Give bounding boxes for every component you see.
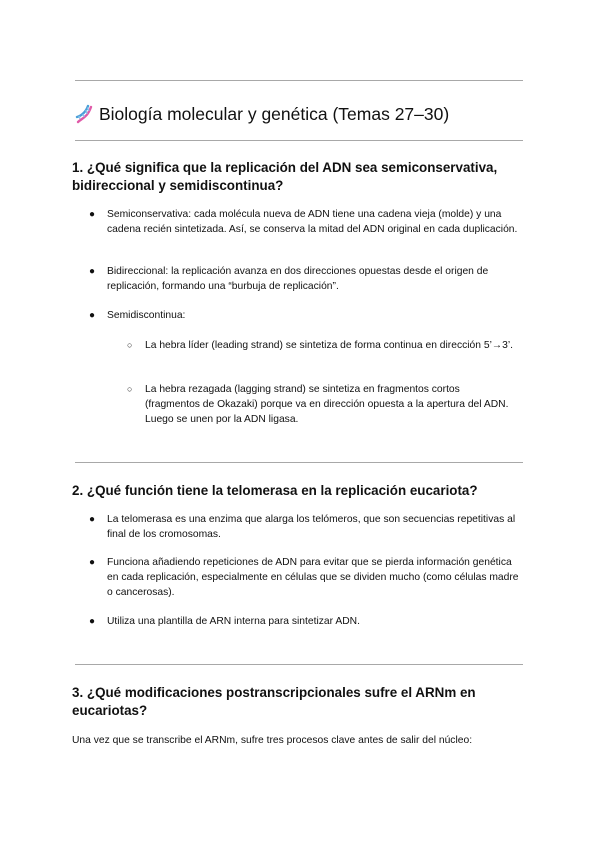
page-title-text: Biología molecular y genética (Temas 27–30) [99,104,450,124]
bullet-dot: ● [89,266,96,277]
bullet-dot: ● [89,209,96,220]
list-item: La telomerasa es una enzima que alarga los telómeros, que son secuencias repetitivas al final de los cromosomas. [107,514,516,540]
list-item: Funciona añadiendo repeticiones de ADN para evitar que se pierda información genética en cada replicación, especialmente en células que se dividen mucho (como células madre o cancerosas). [107,557,519,598]
sub-list-item: La hebra líder (leading strand) se sintetiza de forma continua en dirección 5’→3’. [145,340,514,351]
section-heading: 3. ¿Qué modificaciones postranscripcionales sufre el ARNm en eucariotas? [72,685,476,718]
list-item: Semidiscontinua: [107,310,186,321]
bullet-dot: ● [89,557,96,568]
bullet-dot: ● [89,310,96,321]
bullet-dot: ● [89,616,96,627]
sub-bullet-circle: ○ [127,384,133,394]
sub-list-item: La hebra rezagada (lagging strand) se sintetiza en fragmentos cortos (fragmentos de Okazaki) porque va en dirección opuesta a la apertura del ADN. Luego se unen por la ADN ligasa. [145,384,509,425]
divider [75,140,523,141]
section-heading: 2. ¿Qué función tiene la telomerasa en la replicación eucariota? [72,483,478,498]
divider [75,664,523,665]
list-item: Semiconservativa: cada molécula nueva de ADN tiene una cadena vieja (molde) y una cadena recién sintetizada. Así, se conserva la mitad del ADN original en cada duplicación. [107,209,518,235]
page-title [74,104,449,125]
section-heading: 1. ¿Qué significa que la replicación del ADN sea semiconservativa, bidireccional y semidiscontinua? [72,160,498,193]
list-item: Utiliza una plantilla de ARN interna para sintetizar ADN. [107,616,360,627]
list-item: Bidireccional: la replicación avanza en dos direcciones opuestas desde el origen de replicación, formando una “burbuja de replicación”. [107,266,489,292]
sub-bullet-circle: ○ [127,340,133,350]
divider [75,462,523,463]
divider [75,80,523,81]
section-intro: Una vez que se transcribe el ARNm, sufre tres procesos clave antes de salir del núcleo: [72,735,473,746]
dna-icon [74,104,95,125]
bullet-dot: ● [89,514,96,525]
